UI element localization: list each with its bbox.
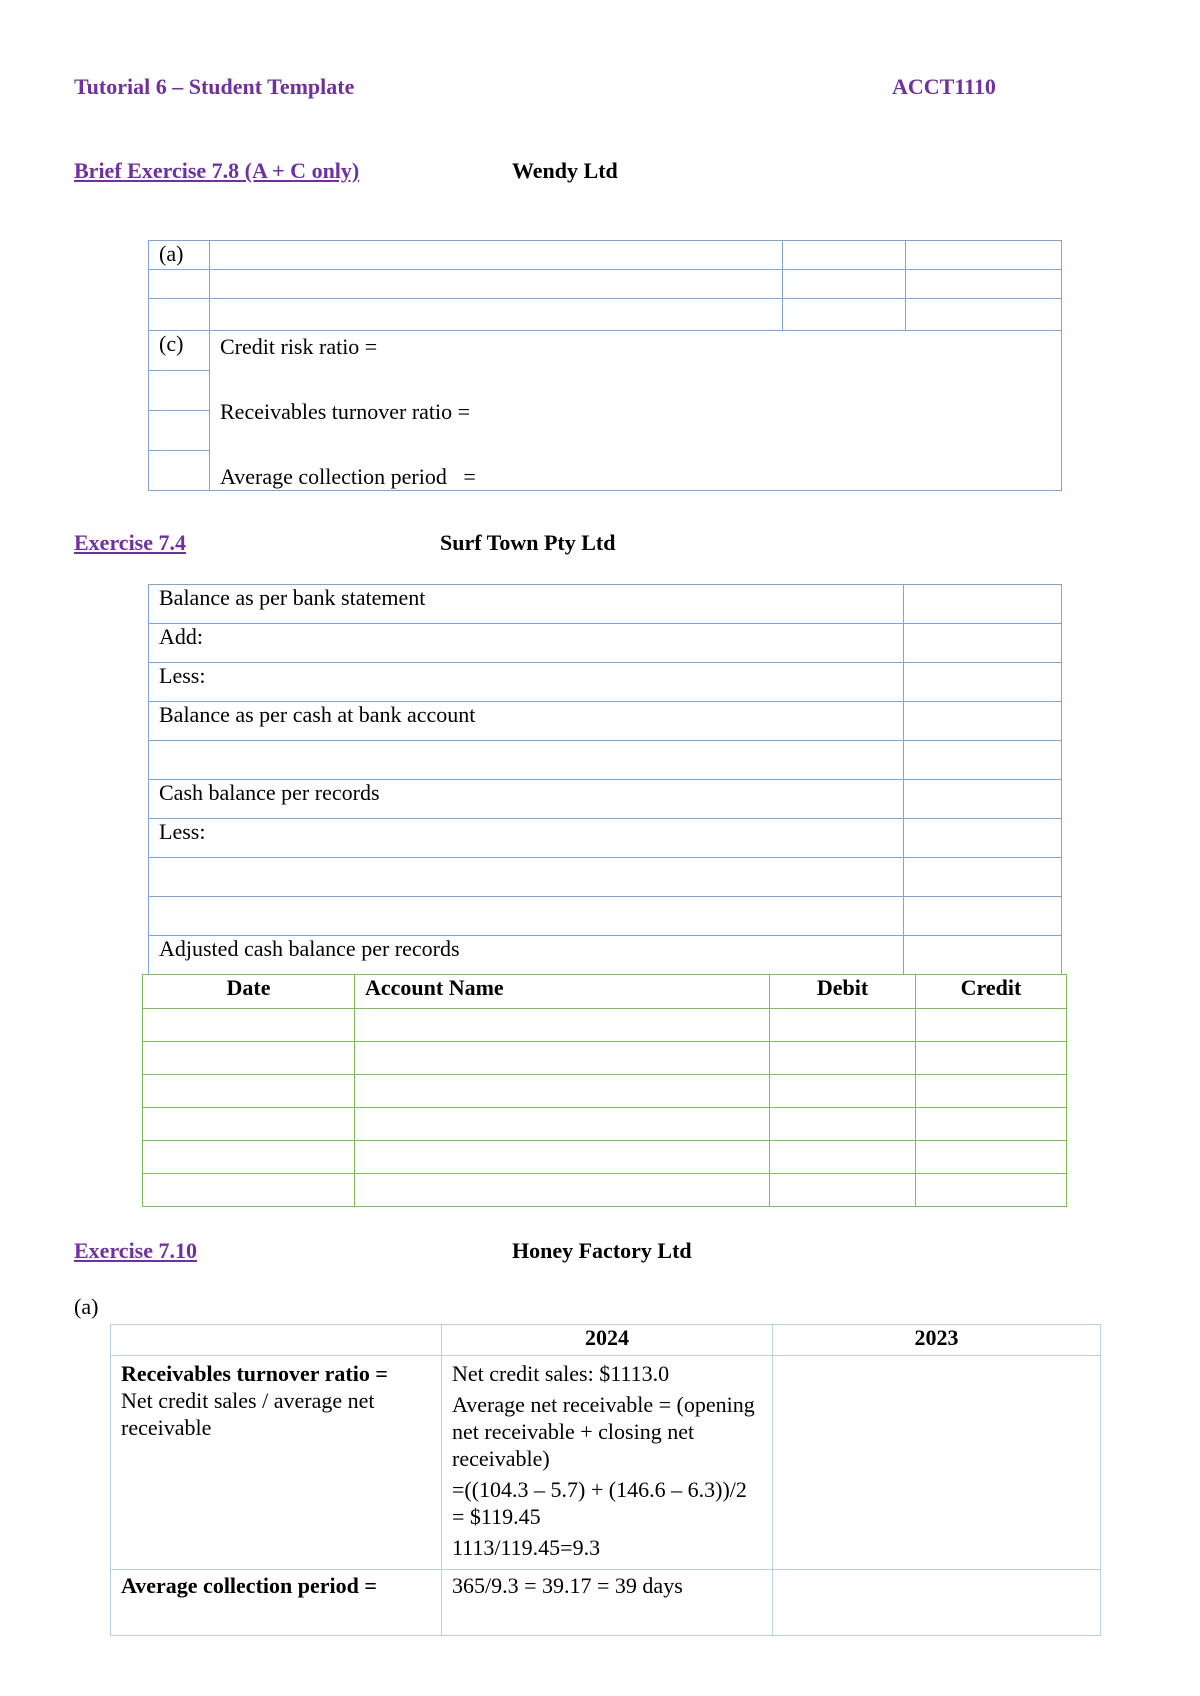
receivables-turnover-formula: Net credit sales / average net receivable xyxy=(121,1388,375,1440)
net-credit-sales: Net credit sales: $1113.0 xyxy=(452,1361,670,1386)
recon-row: Less: xyxy=(149,819,904,858)
receivables-turnover-label: Receivables turnover ratio = xyxy=(121,1361,388,1386)
be78-heading[interactable]: Brief Exercise 7.8 (A + C only) xyxy=(74,158,360,183)
recon-row xyxy=(149,858,904,897)
avg-collection-period-2024: 365/9.3 = 39.17 = 39 days xyxy=(442,1570,773,1636)
journal-header-date: Date xyxy=(143,975,355,1009)
recon-row: Add: xyxy=(149,624,904,663)
ex710-part-a: (a) xyxy=(74,1294,99,1319)
recon-row: Balance as per bank statement xyxy=(149,585,904,624)
be78-part-c: (c) xyxy=(149,331,210,371)
collection-period-label: Average collection period = xyxy=(220,464,476,489)
recon-row: Balance as per cash at bank account xyxy=(149,702,904,741)
col-2024-header: 2024 xyxy=(442,1325,773,1356)
be78-part-a: (a) xyxy=(149,241,210,270)
ex710-company: Honey Factory Ltd xyxy=(512,1238,692,1263)
tutorial-title: Tutorial 6 – Student Template xyxy=(74,74,355,99)
turnover-result: 1113/119.45=9.3 xyxy=(452,1535,601,1560)
be78-table xyxy=(148,240,1062,491)
journal-header-account: Account Name xyxy=(355,975,770,1009)
ex710-heading[interactable]: Exercise 7.10 xyxy=(74,1238,198,1263)
recon-row: Cash balance per records xyxy=(149,780,904,819)
journal-header-debit: Debit xyxy=(770,975,916,1009)
recon-row: Less: xyxy=(149,663,904,702)
be78-company: Wendy Ltd xyxy=(512,158,618,183)
bank-reconciliation-table xyxy=(148,584,1062,975)
average-receivable-calc: =((104.3 – 5.7) + (146.6 – 6.3))/2 = $119.45 xyxy=(452,1477,747,1529)
journal-header-credit: Credit xyxy=(916,975,1067,1009)
ex74-heading[interactable]: Exercise 7.4 xyxy=(74,530,187,555)
recon-row xyxy=(149,897,904,936)
credit-risk-ratio-label: Credit risk ratio = xyxy=(220,334,378,359)
col-2023-header: 2023 xyxy=(773,1325,1101,1356)
be78-ratios-cell xyxy=(210,331,1062,491)
recon-row xyxy=(149,741,904,780)
average-net-receivable: Average net receivable = (opening net receivable + closing net receivable) xyxy=(452,1392,755,1471)
ex710-table xyxy=(110,1324,1101,1636)
recon-row: Adjusted cash balance per records xyxy=(149,936,904,975)
receivables-turnover-label: Receivables turnover ratio = xyxy=(220,399,471,424)
journal-table xyxy=(142,974,1067,1207)
avg-collection-period-label: Average collection period = xyxy=(111,1570,442,1636)
ex74-company: Surf Town Pty Ltd xyxy=(440,530,616,555)
course-code: ACCT1110 xyxy=(892,74,996,99)
